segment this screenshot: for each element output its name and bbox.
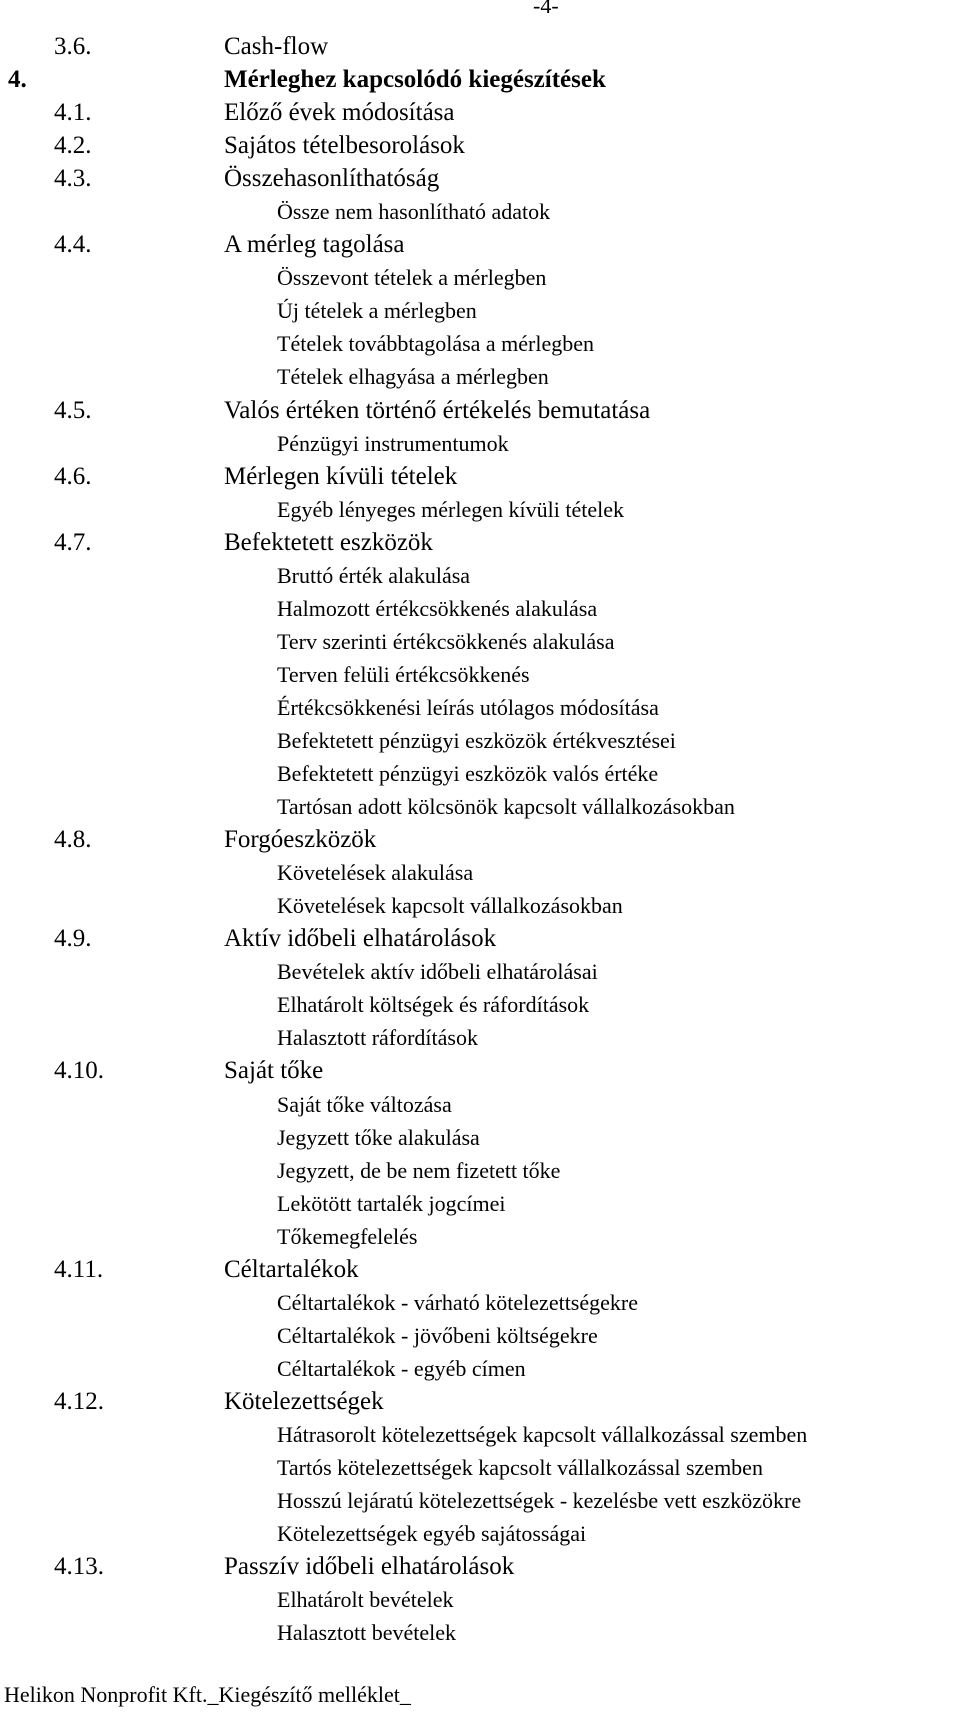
toc-item-title: Jegyzett, de be nem fizetett tőke xyxy=(277,1157,561,1183)
toc-item-number: 4.4. xyxy=(54,231,92,259)
toc-item-number: 4.10. xyxy=(54,1057,104,1085)
toc-subitem xyxy=(0,955,960,988)
toc-item xyxy=(0,460,960,493)
toc-item-title: Aktív időbeli elhatárolások xyxy=(224,925,497,953)
toc-subitem xyxy=(0,592,960,625)
toc-item-title: Halasztott bevételek xyxy=(277,1620,456,1646)
toc-item-title: Követelések kapcsolt vállalkozásokban xyxy=(277,893,623,919)
toc-item xyxy=(0,1054,960,1087)
toc-item-number: 4.1. xyxy=(54,99,92,127)
toc-subitem xyxy=(0,360,960,393)
toc-subitem xyxy=(0,493,960,526)
toc-subitem xyxy=(0,889,960,922)
toc-subitem xyxy=(0,658,960,691)
table-of-contents xyxy=(0,30,960,1649)
toc-item-title: Hosszú lejáratú kötelezettségek - kezelésbe vett eszközökre xyxy=(277,1488,802,1514)
toc-subitem xyxy=(0,294,960,327)
toc-item-title: Mérleghez kapcsolódó kiegészítések xyxy=(224,66,606,94)
toc-item-title: Előző évek módosítása xyxy=(224,99,455,127)
toc-item-title: Befektetett eszközök xyxy=(224,528,433,556)
toc-item-number: 4. xyxy=(8,66,27,94)
toc-item xyxy=(0,1550,960,1583)
toc-item-number: 4.13. xyxy=(54,1553,104,1581)
toc-item-title: Saját tőke változása xyxy=(277,1091,452,1117)
toc-subitem xyxy=(0,1484,960,1517)
toc-item-number: 4.3. xyxy=(54,165,92,193)
toc-item-title: Cash-flow xyxy=(224,33,329,60)
toc-item xyxy=(0,63,960,96)
toc-item-title: Céltartalékok - egyéb címen xyxy=(277,1355,526,1381)
toc-item xyxy=(0,228,960,261)
toc-item-title: Sajátos tételbesorolások xyxy=(224,132,465,160)
toc-subitem xyxy=(0,757,960,790)
toc-item-title: Befektetett pénzügyi eszközök valós értéke xyxy=(277,761,659,787)
toc-item-title: Kötelezettségek egyéb sajátosságai xyxy=(277,1521,587,1547)
toc-item-title: Hátrasorolt kötelezettségek kapcsolt vállalkozással szemben xyxy=(277,1421,808,1447)
toc-item-number: 4.2. xyxy=(54,132,92,160)
toc-item-title: Céltartalékok xyxy=(224,1255,359,1283)
toc-item xyxy=(0,823,960,856)
toc-item-title: Céltartalékok - várható kötelezettségekre xyxy=(277,1289,638,1315)
toc-item xyxy=(0,922,960,955)
toc-subitem xyxy=(0,724,960,757)
toc-item-title: Értékcsökkenési leírás utólagos módosítása xyxy=(277,694,659,720)
toc-item-number: 4.7. xyxy=(54,528,92,556)
toc-item-title: Bevételek aktív időbeli elhatárolásai xyxy=(277,959,598,985)
toc-subitem xyxy=(0,1451,960,1484)
toc-item xyxy=(0,526,960,559)
toc-item-title: Tartós kötelezettségek kapcsolt vállalkozással szemben xyxy=(277,1455,763,1481)
toc-item-title: Új tételek a mérlegben xyxy=(277,298,477,324)
toc-item-number: 3.6. xyxy=(54,33,92,60)
toc-item xyxy=(0,1253,960,1286)
page-footer: Helikon Nonprofit Kft._Kiegészítő melléklet_ xyxy=(4,1682,411,1707)
toc-item-title: Terv szerinti értékcsökkenés alakulása xyxy=(277,628,615,654)
toc-item-number: 4.6. xyxy=(54,462,92,490)
toc-subitem xyxy=(0,1220,960,1253)
toc-subitem xyxy=(0,625,960,658)
toc-item-title: Követelések alakulása xyxy=(277,860,474,886)
toc-item-title: Elhatárolt bevételek xyxy=(277,1587,454,1613)
toc-item-title: Terven felüli értékcsökkenés xyxy=(277,661,530,687)
toc-item-number: 4.11. xyxy=(54,1255,104,1283)
toc-item-title: Bruttó érték alakulása xyxy=(277,562,471,588)
toc-subitem xyxy=(0,327,960,360)
toc-item xyxy=(0,30,960,63)
toc-subitem xyxy=(0,1021,960,1054)
toc-item xyxy=(0,96,960,129)
toc-subitem xyxy=(0,1352,960,1385)
toc-item-number: 4.8. xyxy=(54,826,92,854)
toc-subitem xyxy=(0,988,960,1021)
toc-item-title: Forgóeszközök xyxy=(224,826,377,854)
toc-subitem xyxy=(0,1583,960,1616)
toc-subitem xyxy=(0,559,960,592)
toc-item-title: Elhatárolt költségek és ráfordítások xyxy=(277,992,590,1018)
toc-item-title: Lekötött tartalék jogcímei xyxy=(277,1190,506,1216)
toc-item-title: Jegyzett tőke alakulása xyxy=(277,1124,480,1150)
toc-item-title: Tételek továbbtagolása a mérlegben xyxy=(277,331,595,357)
toc-item-title: Valós értéken történő értékelés bemutatása xyxy=(224,396,651,424)
toc-item-title: A mérleg tagolása xyxy=(224,231,405,259)
page-number: -4- xyxy=(533,0,559,18)
toc-item xyxy=(0,162,960,195)
toc-item-title: Összevont tételek a mérlegben xyxy=(277,265,547,291)
toc-item-title: Tartósan adott kölcsönök kapcsolt vállalkozásokban xyxy=(277,794,735,820)
toc-item-title: Össze nem hasonlítható adatok xyxy=(277,199,551,225)
toc-subitem xyxy=(0,790,960,823)
toc-subitem xyxy=(0,1616,960,1649)
toc-item-title: Egyéb lényeges mérlegen kívüli tételek xyxy=(277,496,624,522)
toc-item-number: 4.5. xyxy=(54,396,92,424)
toc-subitem xyxy=(0,261,960,294)
toc-subitem xyxy=(0,1286,960,1319)
toc-subitem xyxy=(0,1418,960,1451)
toc-item-number: 4.9. xyxy=(54,925,92,953)
toc-item-title: Kötelezettségek xyxy=(224,1387,384,1415)
toc-item-title: Tételek elhagyása a mérlegben xyxy=(277,364,549,390)
toc-item-title: Pénzügyi instrumentumok xyxy=(277,430,509,456)
toc-item-title: Saját tőke xyxy=(224,1057,324,1085)
toc-item-title: Tőkemegfelelés xyxy=(277,1223,418,1249)
toc-subitem xyxy=(0,427,960,460)
toc-item-title: Befektetett pénzügyi eszközök értékvesztései xyxy=(277,727,676,753)
toc-subitem xyxy=(0,1187,960,1220)
toc-subitem xyxy=(0,856,960,889)
toc-subitem xyxy=(0,1088,960,1121)
toc-subitem xyxy=(0,1121,960,1154)
toc-item-title: Passzív időbeli elhatárolások xyxy=(224,1553,515,1581)
toc-item-title: Halmozott értékcsökkenés alakulása xyxy=(277,595,598,621)
toc-item-title: Összehasonlíthatóság xyxy=(224,165,440,193)
toc-item-number: 4.12. xyxy=(54,1387,104,1415)
toc-item-title: Céltartalékok - jövőbeni költségekre xyxy=(277,1322,598,1348)
toc-item xyxy=(0,1385,960,1418)
toc-subitem xyxy=(0,195,960,228)
toc-subitem xyxy=(0,691,960,724)
toc-item-title: Mérlegen kívüli tételek xyxy=(224,462,458,490)
toc-subitem xyxy=(0,1154,960,1187)
toc-item xyxy=(0,394,960,427)
toc-item-title: Halasztott ráfordítások xyxy=(277,1025,478,1051)
toc-subitem xyxy=(0,1517,960,1550)
toc-item xyxy=(0,129,960,162)
toc-subitem xyxy=(0,1319,960,1352)
